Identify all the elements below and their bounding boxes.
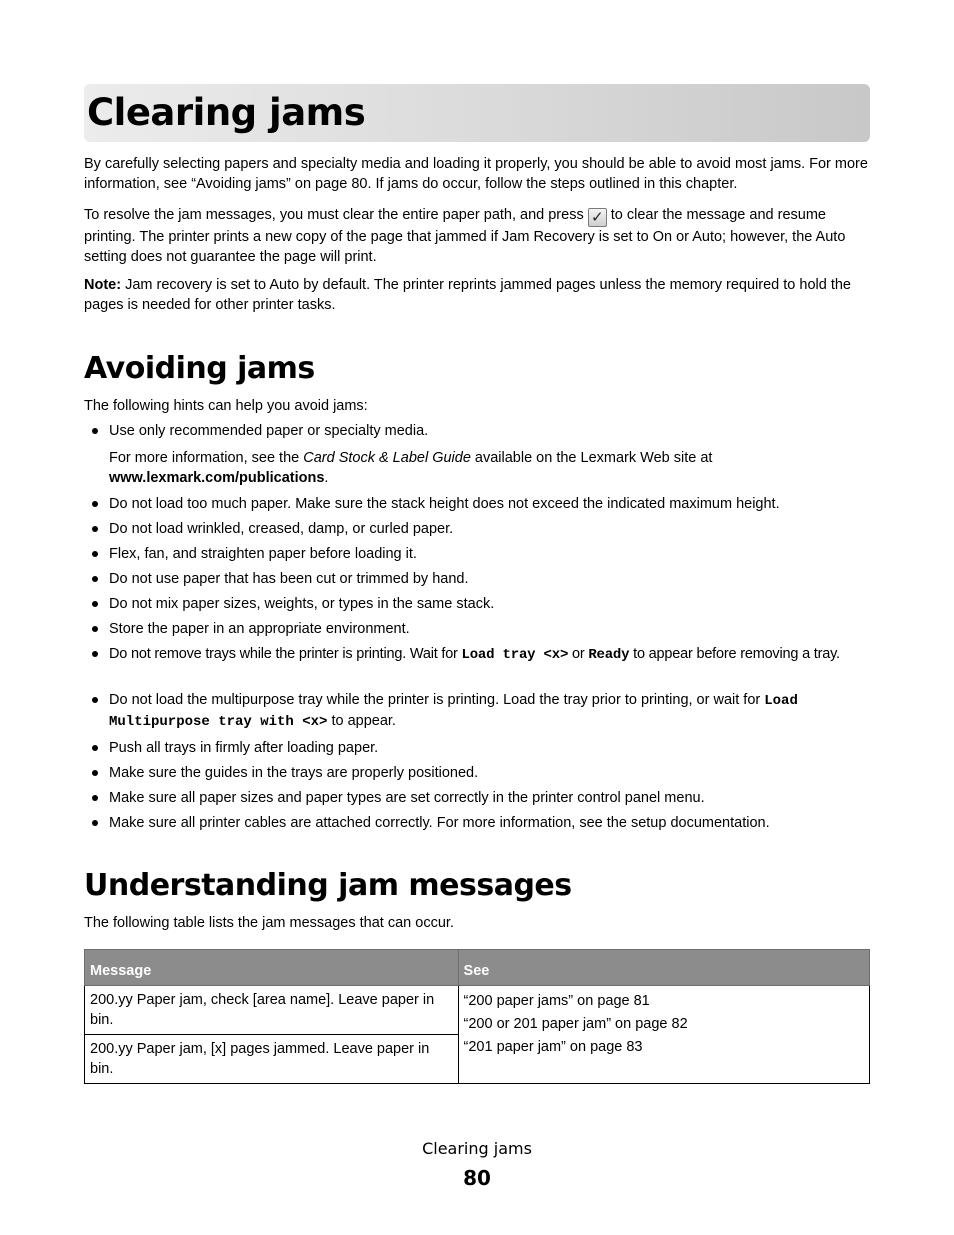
checkmark-button-icon: ✓: [588, 208, 607, 227]
list-item-text: Make sure the guides in the trays are properly positioned.: [109, 765, 479, 781]
list-item-text: [109, 690, 874, 732]
bullet-icon: [92, 697, 98, 703]
understanding-lead: [84, 913, 872, 933]
understanding-lead-text: The following table lists the jam messages that can occur.: [84, 915, 454, 931]
table-row: [85, 986, 870, 1035]
understanding-jam-messages-heading: Understanding jam messages: [84, 868, 572, 903]
b8-text-after: to appear before removing a tray.: [629, 646, 840, 662]
list-item-text: Push all trays in firmly after loading paper.: [109, 740, 379, 756]
footer-section-label: Clearing jams: [422, 1139, 532, 1158]
list-item-text: Do not mix paper sizes, weights, or types in the same stack.: [109, 596, 495, 612]
see-reference[interactable]: “200 or 201 paper jam” on page 82: [463, 1016, 688, 1032]
bullet-icon: [92, 651, 98, 657]
column-header-message: Message: [85, 950, 459, 986]
sub-text-before: For more information, see the: [109, 450, 304, 466]
see-cell: [458, 986, 869, 1084]
bullet-icon: [92, 501, 98, 507]
see-reference[interactable]: “201 paper jam” on page 83: [463, 1039, 643, 1055]
list-item-text: Do not load too much paper. Make sure the stack height does not exceed the indicated maximum height.: [109, 496, 780, 512]
note-label: Note:: [84, 277, 122, 293]
see-reference[interactable]: “200 paper jams” on page 81: [463, 993, 650, 1009]
list-item-text: Make sure all paper sizes and paper types are set correctly in the printer control panel menu.: [109, 790, 705, 806]
b9-text-after: to appear.: [327, 713, 396, 729]
list-item-text: [109, 644, 874, 665]
chapter-title-bar: [84, 84, 870, 142]
sub-text-end: .: [324, 470, 329, 486]
bullet-icon: [92, 820, 98, 826]
ready-message: Ready: [588, 647, 630, 663]
bullet-icon: [92, 576, 98, 582]
note-text: Jam recovery is set to Auto by default. The printer reprints jammed pages unless the memory required to hold the pages is needed for other printer tasks.: [84, 277, 851, 313]
list-item-text: Use only recommended paper or specialty media.: [109, 423, 429, 439]
load-tray-message: Load tray <x>: [461, 647, 569, 663]
chapter-title: Clearing jams: [87, 91, 366, 134]
b9-text-before: Do not load the multipurpose tray while the printer is printing. Load the tray prior to printing, or wait for: [109, 692, 765, 708]
message-cell: 200.yy Paper jam, check [area name]. Leave paper in bin.: [85, 986, 459, 1035]
table-header-row: [85, 950, 870, 986]
bullet-icon: [92, 601, 98, 607]
load-multipurpose-message: Load Multipurpose tray with <x>: [109, 693, 798, 730]
bullet-icon: [92, 626, 98, 632]
jam-messages-table: [84, 949, 870, 1084]
page-number: 80: [463, 1166, 491, 1190]
intro-paragraph-1: [84, 154, 872, 194]
note-paragraph: [84, 275, 872, 315]
list-item-text: Store the paper in an appropriate environment.: [109, 621, 410, 637]
bullet-icon: [92, 428, 98, 434]
intro-paragraph-2: [84, 205, 872, 267]
message-cell: 200.yy Paper jam, [x] pages jammed. Leave paper in bin.: [85, 1035, 459, 1084]
avoiding-jams-heading: Avoiding jams: [84, 351, 315, 386]
avoiding-lead: [84, 396, 872, 416]
bullet-icon: [92, 551, 98, 557]
list-item-text: Flex, fan, and straighten paper before loading it.: [109, 546, 417, 562]
column-header-see: See: [458, 950, 869, 986]
list-item-text: Do not use paper that has been cut or trimmed by hand.: [109, 571, 469, 587]
b8-text-before: Do not remove trays while the printer is printing. Wait for: [109, 646, 462, 662]
bullet-icon: [92, 770, 98, 776]
avoiding-lead-text: The following hints can help you avoid jams:: [84, 398, 368, 414]
intro-text-1: By carefully selecting papers and specialty media and loading it properly, you should be able to avoid most jams. For more information, see “Avoiding jams” on page 80. If jams do occur, follow the steps outlined in this chapter.: [84, 156, 868, 192]
intro-text-2-after: to clear the message and resume printing. The printer prints a new copy of the page that jammed if Jam Recovery is set to On or Auto; however, the Auto setting does not guarantee the page will print.: [84, 207, 846, 265]
bullet-icon: [92, 526, 98, 532]
sub-text-after: available on the Lexmark Web site at: [470, 450, 713, 466]
list-item-text: Make sure all printer cables are attached correctly. For more information, see the setup documentation.: [109, 815, 770, 831]
list-item-text: Do not load wrinkled, creased, damp, or curled paper.: [109, 521, 454, 537]
bullet-icon: [92, 795, 98, 801]
bullet-icon: [92, 745, 98, 751]
guide-title: Card Stock & Label Guide: [303, 450, 471, 466]
lexmark-publications-link[interactable]: www.lexmark.com/publications: [109, 470, 325, 486]
intro-text-2-before: To resolve the jam messages, you must clear the entire paper path, and press: [84, 207, 588, 223]
b8-text-mid: or: [568, 646, 589, 662]
